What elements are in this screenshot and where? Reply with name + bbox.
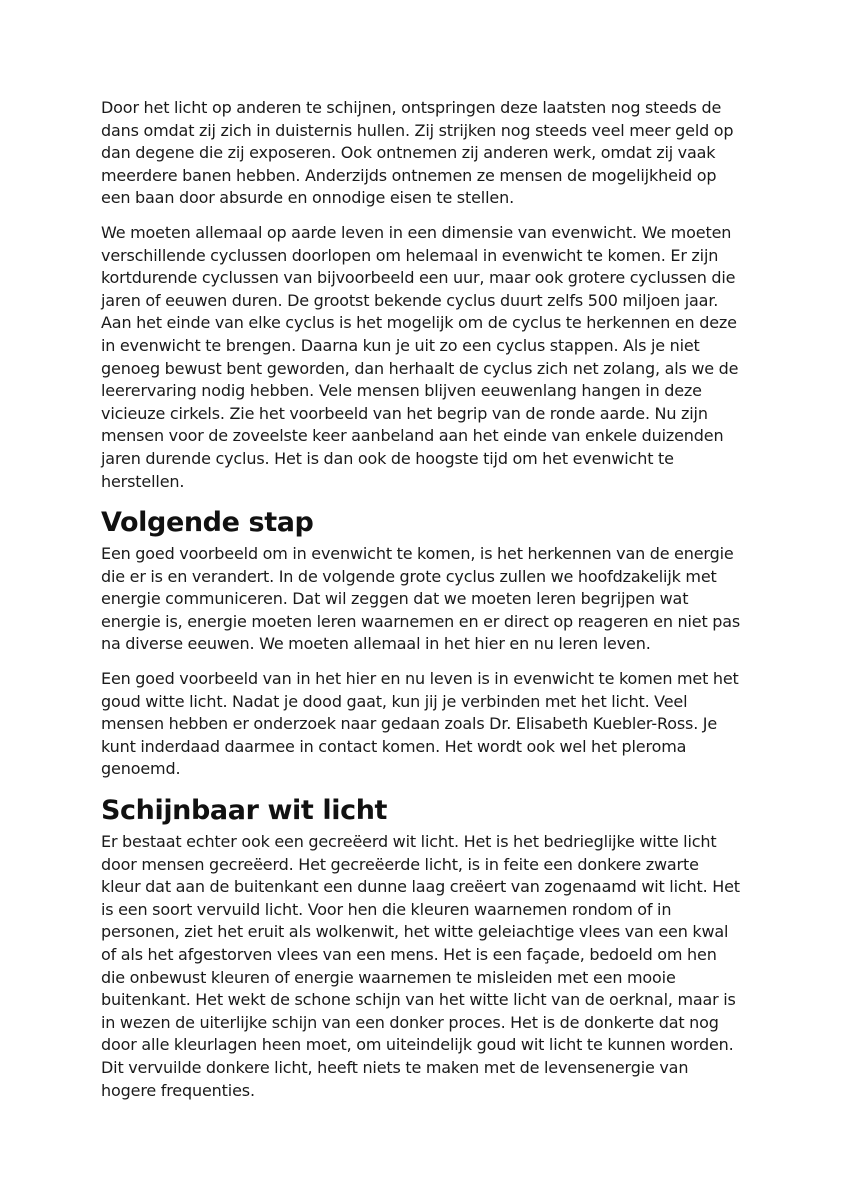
body-paragraph: Door het licht op anderen te schijnen, ontspringen deze laatsten nog steeds de dans omdat zij zich in duisternis hullen. Zij strijken nog steeds veel meer geld op dan degene die zij exposeren. Ook ontnemen zij anderen werk, omdat zij vaak meerdere banen hebben. Anderzijds ontnemen ze mensen de mogelijkheid op een baan door absurde en onnodige eisen te stellen. — [101, 98, 734, 208]
body-paragraph: Er bestaat echter ook een gecreëerd wit licht. Het is het bedrieglijke witte licht door mensen gecreëerd. Het gecreëerde licht, is in feite een donkere zwarte kleur dat aan de buitenkant een dunne laag creëert van zogenaamd wit licht. Het is een soort vervuild licht. Voor hen die kleuren waarnemen rondom of in personen, ziet het eruit als wolkenwit, het witte geleiachtige vlees van een kwal of als het afgestorven vlees van een mens. Het is een façade, bedoeld om hen die onbewust kleuren of energie waarnemen te misleiden met een mooie buitenkant. Het wekt de schone schijn van het witte licht van de oerknal, maar is in wezen de uiterlijke schijn van een donker proces. Het is de donkerte dat nog door alle kleurlagen heen moet, om uiteindelijk goud wit licht te kunnen worden. Dit vervuilde donkere licht, heeft niets te maken met de levensenergie van hogere frequenties. — [101, 832, 740, 1100]
section-heading: Volgende stap — [101, 507, 314, 539]
document-page — [101, 97, 761, 1114]
section-heading: Schijnbaar wit licht — [101, 795, 388, 827]
body-paragraph: We moeten allemaal op aarde leven in een dimensie van evenwicht. We moeten verschillende cyclussen doorlopen om helemaal in evenwicht te komen. Er zijn kortdurende cyclussen van bijvoorbeeld een uur, maar ook grotere cyclussen die jaren of eeuwen duren. De grootst bekende cyclus duurt zelfs 500 miljoen jaar. Aan het einde van elke cyclus is het mogelijk om de cyclus te herkennen en deze in evenwicht te brengen. Daarna kun je uit zo een cyclus stappen. Als je niet genoeg bewust bent geworden, dan herhaalt de cyclus zich net zolang, als we de leerervaring nodig hebben. Vele mensen blijven eeuwenlang hangen in deze vicieuze cirkels. Zie het voorbeeld van het begrip van de ronde aarde. Nu zijn mensen voor de zoveelste keer aanbeland aan het einde van enkele duizenden jaren durende cyclus. Het is dan ook de hoogste tijd om het evenwicht te herstellen. — [101, 222, 739, 491]
body-paragraph: Een goed voorbeeld om in evenwicht te komen, is het herkennen van de energie die er is en verandert. In de volgende grote cyclus zullen we hoofdzakelijk met energie communiceren. Dat wil zeggen dat we moeten leren begrijpen wat energie is, energie moeten leren waarnemen en er direct op reageren en niet pas na diverse eeuwen. We moeten allemaal in het hier en nu leren leven. — [101, 544, 741, 654]
body-paragraph: Een goed voorbeeld van in het hier en nu leven is in evenwicht te komen met het goud witte licht. Nadat je dood gaat, kun jij je verbinden met het licht. Veel mensen hebben er onderzoek naar gedaan zoals Dr. Elisabeth Kuebler-Ross. Je kunt inderdaad daarmee in contact komen. Het wordt ook wel het pleroma genoemd. — [101, 669, 739, 779]
